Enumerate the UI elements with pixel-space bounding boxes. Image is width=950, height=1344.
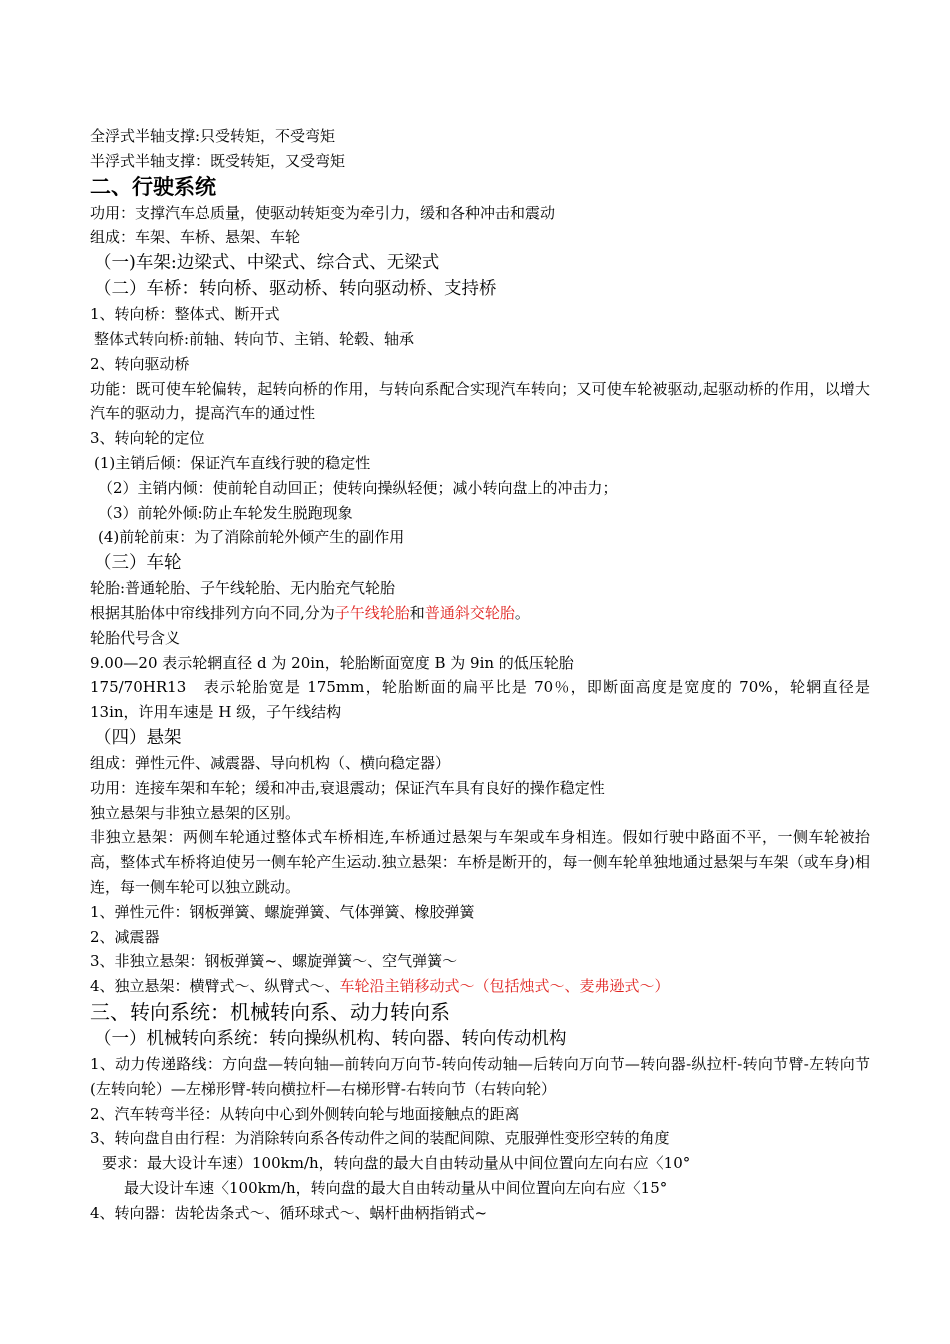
text-line: 9.00—20 表示轮辋直径 d 为 20in，轮胎断面宽度 B 为 9in 的低压轮胎 [90,653,574,672]
text-line: 1、弹性元件：钢板弹簧、螺旋弹簧、气体弹簧、橡胶弹簧 [90,902,475,921]
subsection-heading-wheel: （三）车轮 [94,553,182,574]
text-line: 半浮式半轴支撑：既受转矩，又受弯矩 [90,151,346,170]
text-line: (4)前轮前束：为了消除前轮外倾产生的副作用 [98,528,405,547]
text-line: （3）前轮外倾:防止车轮发生脱跑现象 [98,503,353,522]
text-line: 组成：弹性元件、减震器、导向机构（、横向稳定器） [90,753,451,772]
subsection-heading-frame: （一)车架:边梁式、中梁式、综合式、无梁式 [94,253,440,274]
text-line: 2、转向驱动桥 [90,354,190,373]
subsection-heading-axle: （二）车桥：转向桥、驱动桥、转向驱动桥、支持桥 [94,279,497,300]
section-heading-driving-system: 二、行驶系统 [90,174,216,199]
text-paragraph: 1、动力传递路线：方向盘—转向轴—前转向万向节-转向传动轴—后转向万向节—转向器-纵拉杆-转向节臂-左转向节(左转向轮）—左梯形臂-转向横拉杆—右梯形臂-右转向节（右转向轮） [90,1054,870,1098]
subsection-heading-mechanical-steering: （一）机械转向系统：转向操纵机构、转向器、转向传动机构 [94,1028,567,1049]
highlight-sliding-pillar: 车轮沿主销移动式～（包括烛式～、麦弗逊式～） [339,977,670,996]
text-paragraph: 功能：既可使车轮偏转，起转向桥的作用，与转向系配合实现汽车转向；又可使车轮被驱动,起驱动桥的作用，以增大汽车的驱动力，提高汽车的通过性 [90,379,870,423]
text-line: 整体式转向桥:前轴、转向节、主销、轮毂、轴承 [94,329,415,348]
section-heading-steering-system: 三、转向系统：机械转向系、动力转向系 [90,999,450,1024]
text-run: 根据其胎体中帘线排列方向不同,分为 [90,603,335,622]
text-line: 独立悬架与非独立悬架的区别。 [90,803,301,822]
text-line: 要求：最大设计车速）100km/h，转向盘的最大自由转动量从中间位置向左向右应〈10° [102,1154,691,1173]
text-line: 全浮式半轴支撑:只受转矩，不受弯矩 [90,127,336,145]
text-line: 功用：连接车架和车轮；缓和冲击,衰退震动；保证汽车具有良好的操作稳定性 [90,778,605,797]
text-run: 。 [514,603,530,622]
highlight-radial-tire: 子午线轮胎 [334,603,410,622]
text-run: 和 [409,603,425,622]
text-line-tire-types [90,601,870,626]
subsection-heading-suspension: （四）悬架 [94,727,182,748]
text-paragraph: 175/70HR13 表示轮胎宽是 175mm，轮胎断面的扁平比是 70％，即断面高度是宽度的 70%，轮辋直径是 13in，许用车速是 H 级，子午线结构 [90,678,870,722]
document-body [90,124,870,1225]
text-line: 功用：支撑汽车总质量，使驱动转矩变为牵引力，缓和各种冲击和震动 [90,203,556,222]
text-line: 2、减震器 [90,927,160,946]
text-line: （2）主销内倾：使前轮自动回正；使转向操纵轻便；减小转向盘上的冲击力； [98,478,618,497]
text-run: 4、独立悬架：横臂式～、纵臂式～、 [90,977,340,996]
text-line: 3、转向轮的定位 [90,429,205,448]
text-line: 3、非独立悬架：钢板弹簧~、螺旋弹簧～、空气弹簧～ [90,952,458,971]
text-line-independent-suspension [90,974,870,999]
text-paragraph: 非独立悬架：两侧车轮通过整体式车桥相连,车桥通过悬架与车架或车身相连。假如行驶中路面不平，一侧车轮被抬高，整体式车桥将迫使另一侧车轮产生运动.独立悬架：车桥是断开的，每一侧车轮单独地通过悬架与车架（或车身)相连，每一侧车轮可以独立跳动。 [90,828,870,896]
text-line: 2、汽车转弯半径：从转向中心到外侧转向轮与地面接触点的距离 [90,1104,520,1123]
text-line: 3、转向盘自由行程：为消除转向系各传动件之间的装配间隙、克服弹性变形空转的角度 [90,1129,670,1148]
text-line: (1)主销后倾：保证汽车直线行驶的稳定性 [94,453,371,472]
highlight-bias-tire: 普通斜交轮胎 [424,603,515,622]
text-line: 1、转向桥：整体式、断开式 [90,305,280,324]
text-line: 轮胎代号含义 [90,628,181,647]
text-line: 4、转向器：齿轮齿条式～、循环球式～、蜗杆曲柄指销式~ [90,1203,488,1222]
text-line: 轮胎:普通轮胎、子午线轮胎、无内胎充气轮胎 [90,579,396,598]
text-line: 最大设计车速〈100km/h，转向盘的最大自由转动量从中间位置向左向右应〈15° [124,1178,668,1197]
text-line: 组成：车架、车桥、悬架、车轮 [90,228,301,247]
